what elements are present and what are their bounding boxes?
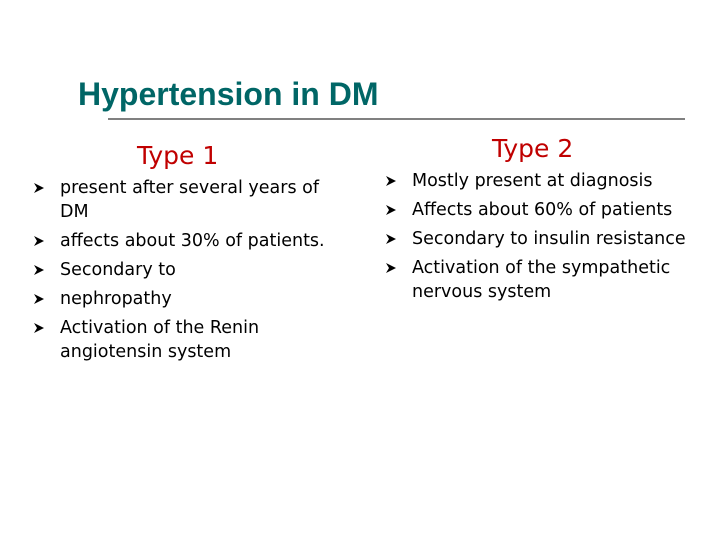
bullet-text: Secondary to insulin resistance [412, 229, 686, 249]
arrowhead-bullet-icon [385, 175, 397, 187]
bullet-text: nephropathy [60, 289, 172, 309]
type2-bullet-list [382, 169, 712, 309]
bullet-item [382, 227, 712, 251]
arrowhead-bullet-icon [385, 233, 397, 245]
title-divider [108, 118, 685, 120]
bullet-item [382, 169, 712, 193]
arrowhead-bullet-icon [33, 182, 45, 194]
bullet-text: Secondary to [60, 260, 176, 280]
type1-heading: Type 1 [137, 141, 219, 170]
bullet-text: Affects about 60% of patients [412, 200, 673, 220]
slide-title: Hypertension in DM [78, 76, 379, 112]
bullet-item [30, 229, 350, 253]
type2-heading: Type 2 [492, 134, 574, 163]
bullet-item [30, 316, 350, 364]
bullet-text: present after several years of DM [60, 178, 319, 222]
bullet-item [382, 256, 712, 304]
bullet-text: Activation of the Renin angiotensin system [60, 318, 260, 362]
arrowhead-bullet-icon [33, 293, 45, 305]
arrowhead-bullet-icon [33, 264, 45, 276]
bullet-item [30, 176, 350, 224]
arrowhead-bullet-icon [33, 235, 45, 247]
bullet-text: Mostly present at diagnosis [412, 171, 653, 191]
bullet-text: Activation of the sympathetic nervous system [412, 258, 671, 302]
type1-bullet-list [30, 176, 350, 369]
arrowhead-bullet-icon [33, 322, 45, 334]
bullet-item [30, 258, 350, 282]
arrowhead-bullet-icon [385, 262, 397, 274]
arrowhead-bullet-icon [385, 204, 397, 216]
bullet-item [30, 287, 350, 311]
bullet-text: affects about 30% of patients. [60, 231, 325, 251]
bullet-item [382, 198, 712, 222]
